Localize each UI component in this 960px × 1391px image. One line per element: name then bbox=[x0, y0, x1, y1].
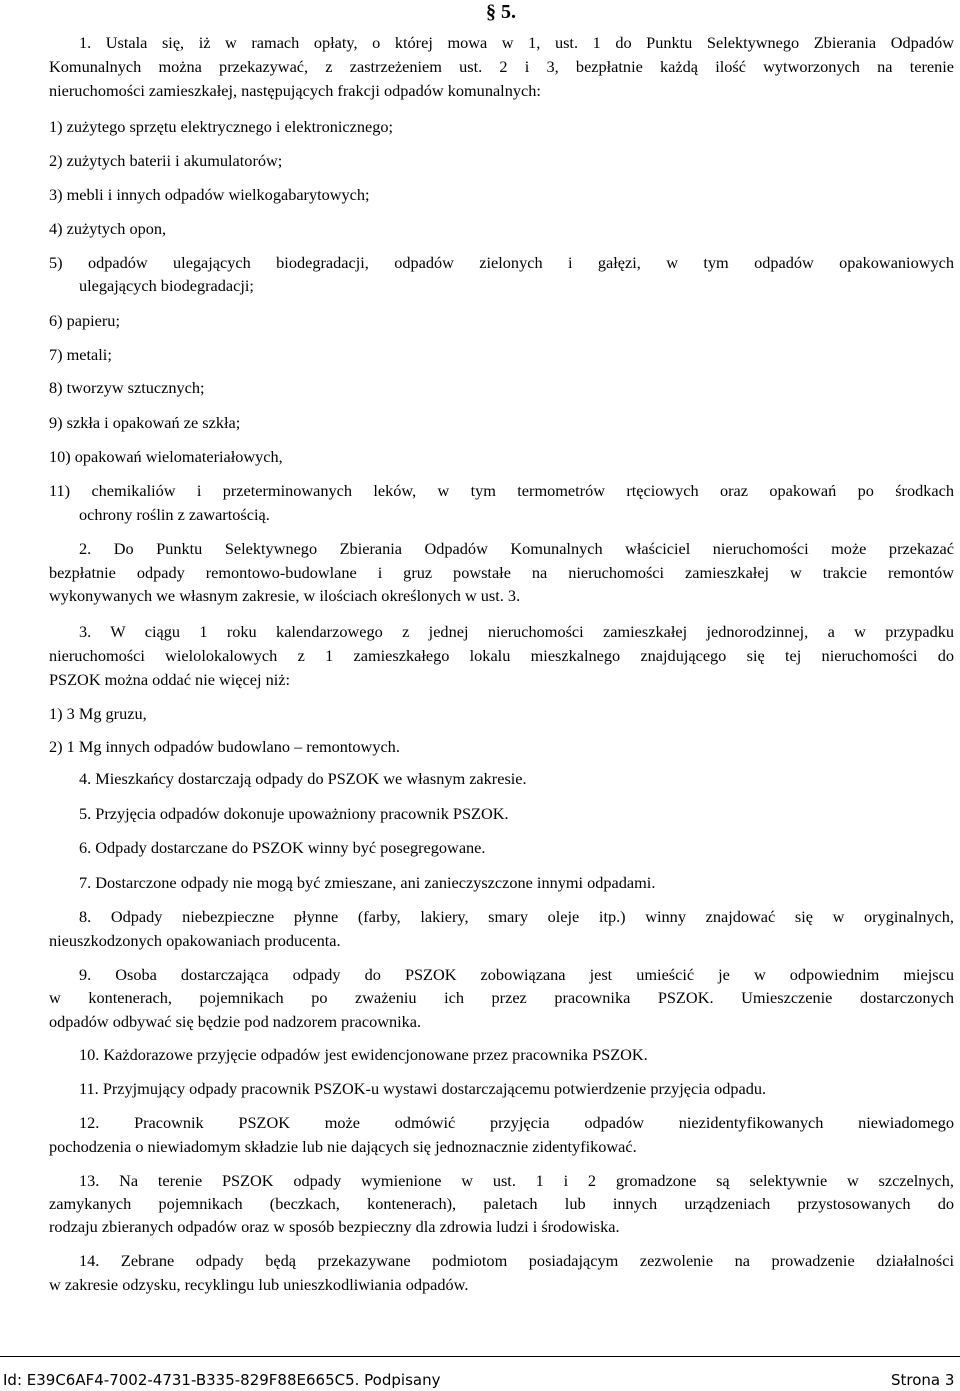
paragraph-13-line-1: 13. Na terenie PSZOK odpady wymienione w ust. 1 i 2 gromadzone są selektywnie w szczelnych, bbox=[79, 1171, 954, 1190]
paragraph-10: 10. Każdorazowe przyjęcie odpadów jest ewidencjonowane przez pracownika PSZOK. bbox=[79, 1045, 648, 1064]
footer-page-number: Strona 3 bbox=[891, 1371, 955, 1389]
paragraph-2-line-3: wykonywanych we własnym zakresie, w ilościach określonych w ust. 3. bbox=[49, 586, 521, 605]
list-item-3: 3) mebli i innych odpadów wielkogabarytowych; bbox=[49, 185, 370, 204]
paragraph-3-line-3: PSZOK można oddać nie więcej niż: bbox=[49, 670, 290, 689]
list-item-1: 1) zużytego sprzętu elektrycznego i elektronicznego; bbox=[49, 117, 394, 136]
paragraph-7: 7. Dostarczone odpady nie mogą być zmieszane, ani zanieczyszczone innymi odpadami. bbox=[79, 873, 656, 892]
paragraph-13-line-3: rodzaju zbieranych odpadów oraz w sposób bezpieczny dla zdrowia ludzi i środowiska. bbox=[49, 1217, 620, 1236]
paragraph-1-line-2: Komunalnych można przekazywać, z zastrzeżeniem ust. 2 i 3, bezpłatnie każdą ilość wytworzonych na terenie bbox=[49, 57, 954, 76]
list-item-10: 10) opakowań wielomateriałowych, bbox=[49, 447, 283, 466]
list-item-5-line-2: ulegających biodegradacji; bbox=[79, 276, 254, 295]
footer-divider bbox=[0, 1356, 960, 1357]
paragraph-13-line-2: zamykanych pojemnikach (beczkach, kontenerach), paletach lub innych urządzeniach przystosowanych do bbox=[49, 1194, 954, 1213]
list-item-4: 4) zużytych opon, bbox=[49, 219, 167, 238]
paragraph-14-line-1: 14. Zebrane odpady będą przekazywane podmiotom posiadającym zezwolenie na prowadzenie działalności bbox=[79, 1251, 954, 1270]
paragraph-9-line-1: 9. Osoba dostarczająca odpady do PSZOK zobowiązana jest umieścić je w odpowiednim miejscu bbox=[79, 965, 954, 984]
list-item-5-line-1: 5) odpadów ulegających biodegradacji, odpadów zielonych i gałęzi, w tym odpadów opakowaniowych bbox=[49, 253, 954, 272]
paragraph-12-line-2: pochodzenia o niewiadomym składzie lub nie dających się jednoznacznie zidentyfikować. bbox=[49, 1137, 637, 1156]
paragraph-3-line-1: 3. W ciągu 1 roku kalendarzowego z jednej nieruchomości zamieszkałej jednorodzinnej, a w przypadku bbox=[79, 622, 954, 641]
list-item-9: 9) szkła i opakowań ze szkła; bbox=[49, 413, 241, 432]
paragraph-4: 4. Mieszkańcy dostarczają odpady do PSZOK we własnym zakresie. bbox=[79, 769, 527, 788]
list-item-11-line-2: ochrony roślin z zawartością. bbox=[79, 505, 270, 524]
paragraph-1-line-1: 1. Ustala się, iż w ramach opłaty, o której mowa w 1, ust. 1 do Punktu Selektywnego Zbierania Odpadów bbox=[79, 33, 954, 52]
footer-document-id: Id: E39C6AF4-7002-4731-B335-829F88E665C5. Podpisany bbox=[3, 1371, 441, 1389]
paragraph-2-line-2: bezpłatnie odpady remontowo-budowlane i gruz powstałe na nieruchomości zamieszkałej w trakcie remontów bbox=[49, 563, 954, 582]
paragraph-5: 5. Przyjęcia odpadów dokonuje upoważniony pracownik PSZOK. bbox=[79, 804, 509, 823]
list-item-8: 8) tworzyw sztucznych; bbox=[49, 378, 205, 397]
paragraph-9-line-2: w kontenerach, pojemnikach po zważeniu ich przez pracownika PSZOK. Umieszczenie dostarczonych bbox=[49, 988, 954, 1007]
paragraph-12-line-1: 12. Pracownik PSZOK może odmówić przyjęcia odpadów niezidentyfikowanych niewiadomego bbox=[79, 1113, 954, 1132]
paragraph-3-item-1: 1) 3 Mg gruzu, bbox=[49, 704, 147, 723]
paragraph-2-line-1: 2. Do Punktu Selektywnego Zbierania Odpadów Komunalnych właściciel nieruchomości może przekazać bbox=[79, 539, 954, 558]
paragraph-6: 6. Odpady dostarczane do PSZOK winny być posegregowane. bbox=[79, 838, 486, 857]
paragraph-3-line-2: nieruchomości wielolokalowych z 1 zamieszkałego lokalu mieszkalnego znajdującego się tej nieruchomości do bbox=[49, 646, 954, 665]
list-item-2: 2) zużytych baterii i akumulatorów; bbox=[49, 151, 283, 170]
paragraph-1-line-3: nieruchomości zamieszkałej, następujących frakcji odpadów komunalnych: bbox=[49, 81, 541, 100]
paragraph-8-line-2: nieuszkodzonych opakowaniach producenta. bbox=[49, 931, 341, 950]
list-item-11-line-1: 11) chemikaliów i przeterminowanych leków, w tym termometrów rtęciowych oraz opakowań po środkach bbox=[49, 481, 954, 500]
paragraph-3-item-2: 2) 1 Mg innych odpadów budowlano – remontowych. bbox=[49, 737, 400, 756]
list-item-6: 6) papieru; bbox=[49, 311, 120, 330]
list-item-7: 7) metali; bbox=[49, 345, 112, 364]
paragraph-8-line-1: 8. Odpady niebezpieczne płynne (farby, lakiery, smary oleje itp.) winny znajdować się w oryginalnych, bbox=[79, 907, 954, 926]
section-heading: § 5. bbox=[486, 1, 516, 23]
paragraph-11: 11. Przyjmujący odpady pracownik PSZOK-u wystawi dostarczającemu potwierdzenie przyjęcia odpadu. bbox=[79, 1079, 767, 1098]
paragraph-14-line-2: w zakresie odzysku, recyklingu lub unieszkodliwiania odpadów. bbox=[49, 1275, 469, 1294]
paragraph-9-line-3: odpadów odbywać się będzie pod nadzorem pracownika. bbox=[49, 1012, 422, 1031]
